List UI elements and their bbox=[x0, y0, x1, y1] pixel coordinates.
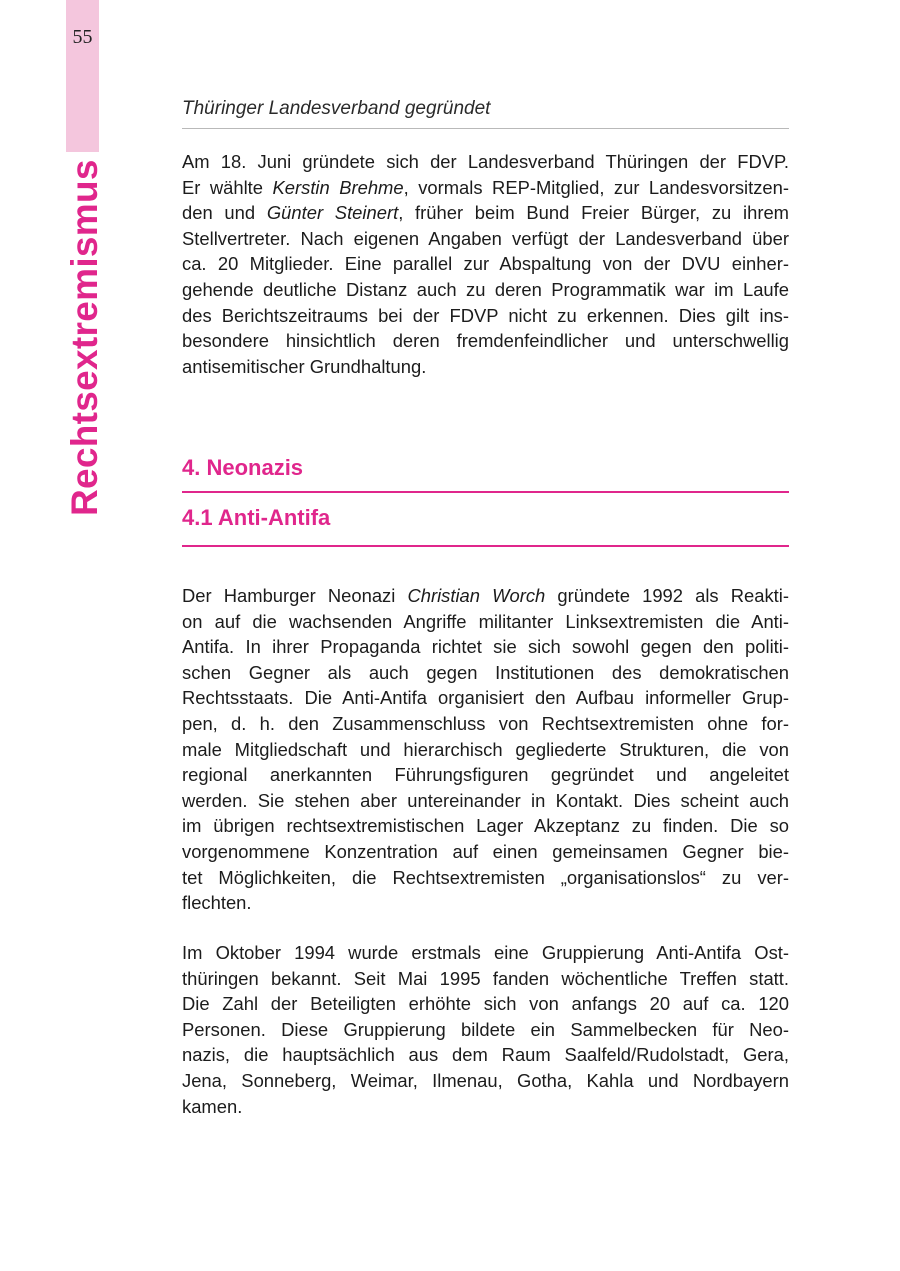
section-heading-anti-antifa: 4.1 Anti-Antifa bbox=[182, 505, 789, 547]
person-name: Günter Steinert bbox=[266, 202, 399, 224]
paragraph-anti-antifa bbox=[182, 583, 789, 916]
text-line: regional anerkannten Führungsfiguren gegründet und angeleitet bbox=[182, 764, 789, 786]
text-line: Im Oktober 1994 wurde erstmals eine Gruppierung Anti-Antifa Ost- bbox=[182, 942, 789, 963]
text-line: vorgenommene Konzentration auf einen gemeinsamen Gegner bie- bbox=[182, 840, 789, 862]
page-number-tab bbox=[66, 0, 99, 152]
text-line: Rechtsstaats. Die Anti-Antifa organisiert den Aufbau informeller Grup- bbox=[182, 687, 789, 709]
text-line: im übrigen rechtsextremistischen Lager Akzeptanz zu finden. Die so bbox=[182, 815, 789, 837]
text-line: schen Gegner als auch gegen Institutionen des demokratischen bbox=[182, 661, 789, 683]
text-line: on auf die wachsenden Angriffe militanter Linksextremisten die Anti- bbox=[182, 610, 789, 632]
text-line: des Berichtszeitraums bei der FDVP nicht zu erkennen. Dies gilt ins- bbox=[182, 304, 789, 326]
text-line: Personen. Diese Gruppierung bildete ein Sammelbecken für Neo- bbox=[182, 1018, 789, 1040]
text-line: male Mitgliedschaft und hierarchisch gegliederte Strukturen, die von bbox=[182, 738, 789, 760]
text-line: Stellvertreter. Nach eigenen Angaben verfügt der Landesverband über bbox=[182, 227, 789, 249]
person-name: Kerstin Brehme bbox=[272, 176, 404, 198]
text-line: Jena, Sonneberg, Weimar, Ilmenau, Gotha, Kahla und Nordbayern bbox=[182, 1069, 789, 1091]
page-number: 55 bbox=[72, 26, 93, 48]
text-line: werden. Sie stehen aber untereinander in Kontakt. Dies scheint auch bbox=[182, 789, 789, 811]
text-line: den und Günter Steinert, früher beim Bund Freier Bürger, zu ihrem bbox=[182, 202, 789, 224]
text-line: Am 18. Juni gründete sich der Landesverband Thüringen der FDVP. bbox=[182, 151, 789, 172]
text-line: Der Hamburger Neonazi Christian Worch gründete 1992 als Reakti- bbox=[182, 585, 789, 606]
text-line: pen, d. h. den Zusammenschluss von Rechtsextremisten ohne for- bbox=[182, 712, 789, 734]
section-heading-neonazis: 4. Neonazis bbox=[182, 455, 789, 493]
paragraph-anti-antifa-ostthueringen bbox=[182, 940, 789, 1119]
paragraph-fdvp-thueringen bbox=[182, 149, 789, 379]
text-line: kamen. bbox=[182, 1095, 243, 1117]
text-line: flechten. bbox=[182, 892, 252, 914]
text-line: Antifa. In ihrer Propaganda richtet sie sich sowohl gegen den politi- bbox=[182, 636, 789, 658]
text-line: Er wählte Kerstin Brehme, vormals REP-Mitglied, zur Landesvorsitzen- bbox=[182, 176, 789, 198]
text-line: antisemitischer Grundhaltung. bbox=[182, 355, 427, 377]
text-line: thüringen bekannt. Seit Mai 1995 fanden wöchentliche Treffen statt. bbox=[182, 967, 789, 989]
text-line: ca. 20 Mitglieder. Eine parallel zur Abspaltung von der DVU einher- bbox=[182, 253, 789, 275]
text-line: besondere hinsichtlich deren fremdenfeindlicher und unterschwellig bbox=[182, 330, 789, 352]
text-line: tet Möglichkeiten, die Rechtsextremisten „organisationslos“ zu ver- bbox=[182, 866, 789, 888]
text-line: Die Zahl der Beteiligten erhöhte sich von anfangs 20 auf ca. 120 bbox=[182, 993, 789, 1015]
chapter-side-title: Rechtsextremismus bbox=[64, 159, 105, 516]
text-line: gehende deutliche Distanz auch zu deren Programmatik war im Laufe bbox=[182, 278, 789, 300]
section-subheading: Thüringer Landesverband gegründet bbox=[182, 98, 789, 129]
person-name: Christian Worch bbox=[407, 585, 546, 606]
text-line: nazis, die hauptsächlich aus dem Raum Saalfeld/Rudolstadt, Gera, bbox=[182, 1044, 789, 1066]
